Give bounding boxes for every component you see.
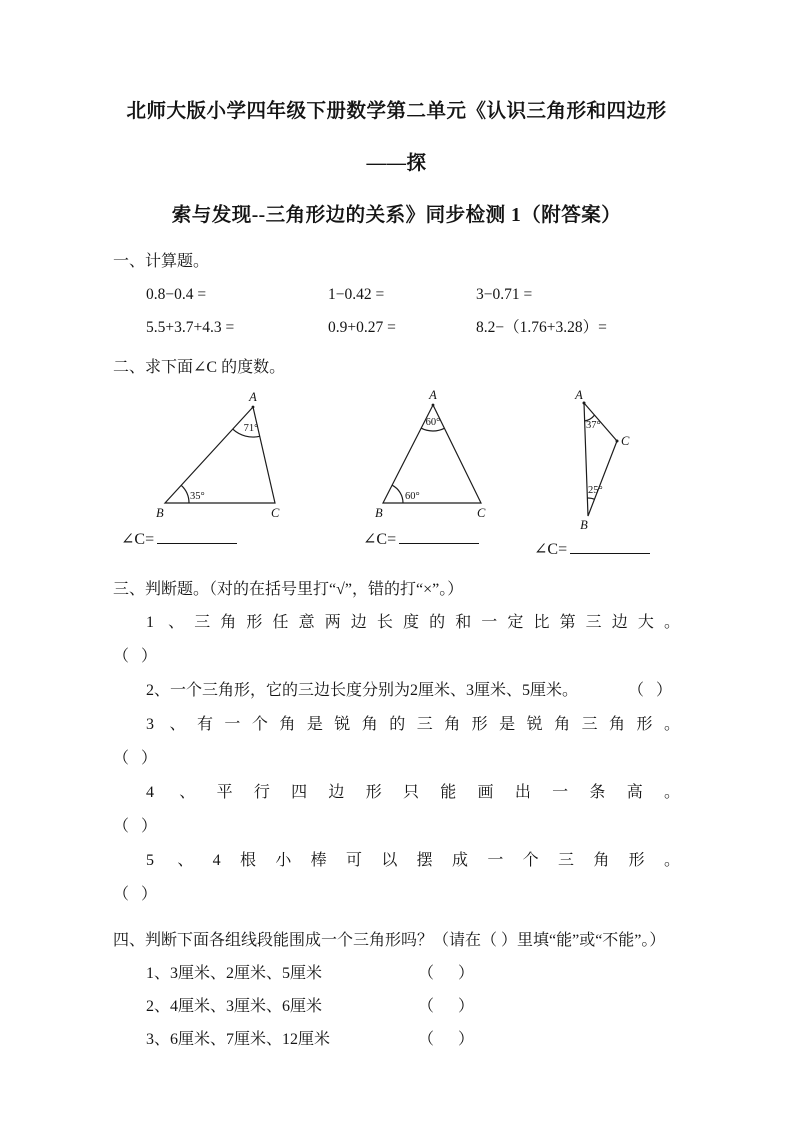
triangle-1-vertex-b-label: B [156, 506, 164, 520]
calc-expression: 8.2−（1.76+3.28）= [476, 319, 607, 336]
segment-item-1 [113, 957, 680, 990]
triangle-2-angle-arc-a [421, 428, 444, 431]
answer-blank [399, 527, 479, 544]
section2-heading: 二、求下面∠C 的度数。 [113, 359, 286, 376]
judge-item-2-text: 2、一个三角形，它的三边长度分别为2厘米、3厘米、5厘米。 [146, 681, 579, 699]
angle-c-answer-1 [121, 527, 330, 549]
judge-item-1-text: 1 、三角形任意两边长度的和一定比第三边大。 [146, 613, 680, 631]
section1-heading: 一、计算题。 [113, 253, 210, 270]
vertex-dot [432, 404, 435, 407]
triangle-2-vertex-c-label: C [477, 506, 486, 520]
segment-item-2-paren: （ ） [418, 997, 475, 1015]
segment-item-2-text: 2、4厘米、3厘米、6厘米 [146, 997, 323, 1015]
section-calculation [113, 245, 680, 344]
vertex-dot [616, 440, 619, 443]
segment-item-3 [113, 1023, 680, 1056]
calc-expression: 1−0.42 = [328, 286, 385, 303]
segment-item-1-paren: （ ） [418, 964, 475, 982]
judge-item-4-text: 4 、平行四边形只能画出一条高。 [146, 783, 680, 801]
calc-expression: 5.5+3.7+4.3 = [146, 319, 235, 336]
judge-item-5-paren: （ ） [113, 885, 158, 903]
triangle-3-drawing [560, 389, 640, 531]
triangle-1-vertex-c-label: C [271, 506, 280, 520]
section-segments [113, 924, 680, 1056]
calculation-grid [113, 278, 680, 344]
triangle-2-angle-a-label: 60° [425, 417, 441, 428]
angle-c-answer-label: ∠C= [363, 530, 397, 548]
triangle-3-angle-arc-b [587, 498, 594, 499]
answer-blank [157, 527, 237, 544]
triangle-1-outline [165, 407, 275, 503]
answer-blank [570, 537, 650, 554]
section3-heading: 三、判断题。（对的在括号里打“√”，错的打“×”。） [113, 580, 464, 598]
triangle-2-drawing [375, 389, 510, 521]
angle-c-answer-label: ∠C= [121, 530, 155, 548]
triangle-figure-1 [121, 389, 330, 549]
triangle-2-vertex-a-label: A [429, 389, 437, 402]
segment-item-3-paren: （ ） [418, 1030, 475, 1048]
calc-expression: 3−0.71 = [476, 286, 533, 303]
triangle-3-vertex-b-label: B [580, 518, 588, 531]
triangle-1-angle-b-label: 35° [190, 491, 205, 502]
triangle-3-angle-b-label: 25° [588, 485, 603, 496]
title-line-2: 索与发现--三角形边的关系》同步检测 1（附答案） [171, 205, 622, 226]
judge-item-2 [113, 674, 680, 708]
triangle-figures-row [113, 389, 680, 559]
title-line-1: 北师大版小学四年级下册数学第二单元《认识三角形和四边形——探 [126, 101, 667, 174]
vertex-dot [583, 402, 586, 405]
segment-item-2 [113, 990, 680, 1023]
judge-item-5-text: 5 、4根小棒可以摆成一个三角形。 [146, 851, 680, 869]
triangle-2-angle-b-label: 60° [405, 491, 420, 502]
triangle-figure-2 [363, 389, 510, 549]
triangle-3-vertex-c-label: C [621, 434, 630, 448]
section-judgement [113, 573, 680, 912]
judge-item-2-paren: （ ） [627, 681, 672, 699]
angle-c-answer-label: ∠C= [534, 540, 568, 558]
calc-expression: 0.8−0.4 = [146, 286, 207, 303]
judge-item-3-paren: （ ） [113, 749, 158, 767]
vertex-dot [252, 406, 255, 409]
triangle-3-angle-a-label: 37° [586, 420, 601, 431]
section4-heading: 四、判断下面各组线段能围成一个三角形吗？（请在（ ）里填“能”或“不能”。） [113, 931, 666, 949]
triangle-3-vertex-a-label: A [575, 389, 583, 402]
triangle-2-angle-arc-b [392, 485, 403, 503]
triangle-2-vertex-b-label: B [375, 506, 383, 520]
triangle-1-angle-a-label: 71° [243, 423, 259, 434]
triangle-1-vertex-a-label: A [249, 390, 257, 404]
calc-expression: 0.9+0.27 = [328, 319, 396, 336]
angle-c-answer-2 [363, 527, 510, 549]
angle-c-answer-3 [534, 537, 650, 559]
section-angle-c [113, 351, 680, 559]
triangle-1-drawing [155, 389, 330, 521]
segment-item-3-text: 3、6厘米、7厘米、12厘米 [146, 1030, 331, 1048]
page-title [113, 86, 680, 242]
triangle-figure-3 [534, 389, 650, 559]
judge-item-4-paren: （ ） [113, 817, 158, 835]
triangle-1-angle-arc-b [181, 485, 189, 503]
judge-item-1-paren: （ ） [113, 647, 158, 665]
judge-item-3-text: 3 、有一个角是锐角的三角形是锐角三角形。 [146, 715, 680, 733]
segment-item-1-text: 1、3厘米、2厘米、5厘米 [146, 964, 323, 982]
